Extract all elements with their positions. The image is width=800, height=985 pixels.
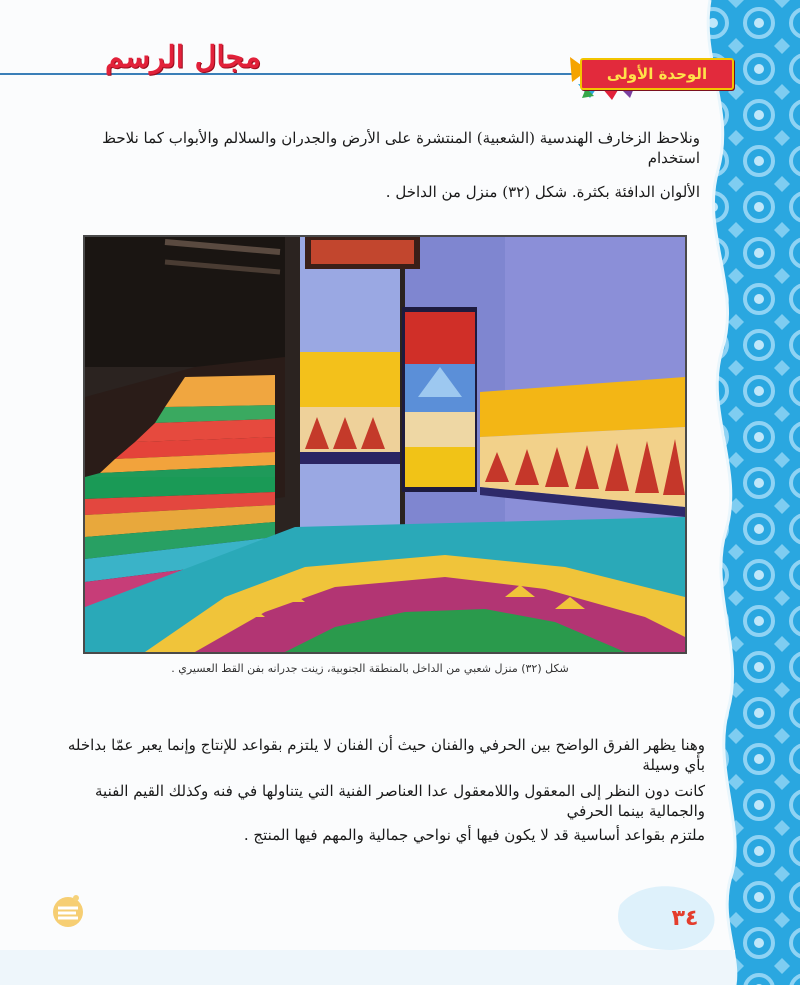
paragraph-2-line-1: وهنا يظهر الفرق الواضح بين الحرفي والفنان حيث أن الفنان لا يلتزم بقواعد للإنتاج وإنما يعبر عمّا بداخله بأي وسيلة	[67, 736, 705, 774]
header-rule	[0, 73, 610, 75]
section-title: مجال الرسم	[105, 40, 261, 75]
publisher-logo-icon	[48, 890, 88, 930]
paragraph-2-line-2: كانت دون النظر إلى المعقول واللامعقول عدا العناصر الفنية التي يتناولها في فنه وكذلك القيم الفنية والجمالية بينما الحرفي	[95, 782, 705, 820]
figure-caption: شكل (٣٢) منزل شعبي من الداخل بالمنطقة الجنوبية، زينت جدرانه بفن القط العسيري .	[171, 662, 569, 675]
page-number: ٣٤	[671, 906, 699, 931]
paragraph-1-line-2: الألوان الدافئة بكثرة. شكل (٣٢) منزل من الداخل .	[385, 183, 700, 201]
unit-badge: الوحدة الأولى	[580, 58, 734, 90]
paragraph-1-line-1: ونلاحظ الزخارف الهندسية (الشعبية) المنتشرة على الأرض والجدران والسلالم والأبواب كما نلاحظ استخدام	[102, 129, 700, 167]
figure-house-interior	[83, 235, 687, 654]
house-interior-illustration	[85, 237, 685, 652]
paragraph-2-line-3: ملتزم بقواعد أساسية قد لا يكون فيها أي نواحي جمالية والمهم فيها المنتج .	[243, 826, 705, 844]
